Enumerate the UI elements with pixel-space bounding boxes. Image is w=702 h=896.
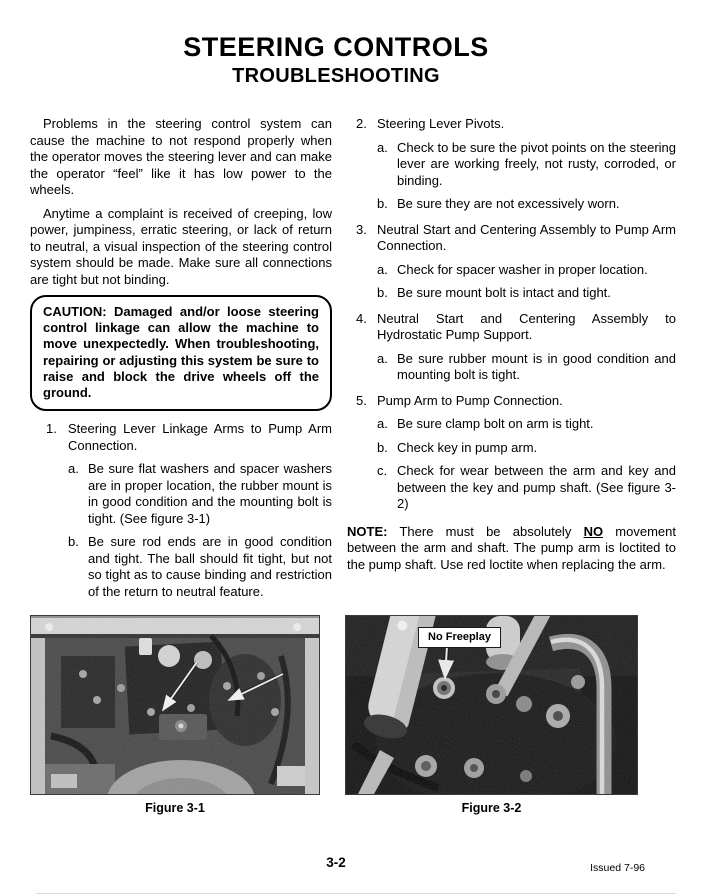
- note-emphasis: NO: [583, 523, 604, 539]
- sub-item-text: Be sure they are not excessively worn.: [397, 196, 620, 211]
- caution-box: [30, 295, 332, 411]
- item-title: Neutral Start and Centering Assembly to Pump Arm Connection.: [377, 221, 676, 253]
- sub-item-text: Check to be sure the pivot points on the steering lever are working freely, not rusty, corroded, or binding.: [397, 139, 676, 188]
- figure-3-1-photo: [30, 615, 320, 795]
- sub-item-text: Be sure mount bolt is intact and tight.: [397, 285, 611, 300]
- sub-item-letter: a.: [377, 139, 388, 155]
- sub-item-letter: c.: [377, 463, 388, 478]
- sub-item-2a: [377, 140, 676, 190]
- sub-item-text: Check key in pump arm.: [397, 439, 538, 455]
- sub-item-text: Be sure rubber mount is in good condition and mounting bolt is tight.: [397, 350, 676, 382]
- sub-item-2b: [377, 196, 676, 213]
- intro-paragraph-1: Problems in the steering control system can cause the machine to not respond properly when the operator moves the steering lever and can make the operator “feel” like it has low power to the wheels.: [30, 116, 332, 197]
- intro-paragraph-2: Anytime a complaint is received of creeping, low power, jumpiness, erratic steering, or lack of return to neutral, a visual inspection of the steering control system should be made. Make sure all connections are tight but not binding.: [30, 205, 332, 287]
- sub-item-text: Be sure rod ends are in good condition and tight. The ball should fit tight, but not so tight as to cause binding and restriction of the return to neutral feature.: [88, 534, 332, 599]
- page-title: STEERING CONTROLS: [183, 32, 489, 62]
- page-number: 3-2: [326, 855, 346, 870]
- issued-date: Issued 7-96: [590, 862, 645, 874]
- no-freeplay-label: No Freeplay: [418, 627, 501, 648]
- sub-item-1a: [68, 461, 332, 527]
- list-item-4: [347, 311, 676, 384]
- item-title: Steering Lever Pivots.: [377, 116, 505, 131]
- sub-item-1b: [68, 534, 332, 600]
- item-number: 1.: [46, 421, 57, 437]
- text-columns: [30, 116, 676, 609]
- sub-item-letter: a.: [377, 416, 388, 431]
- sub-item-text: Check for wear between the arm and key and between the key and pump shaft. (See figure 3-2): [397, 463, 676, 511]
- sub-item-letter: b.: [377, 439, 388, 455]
- sub-item-text: Be sure clamp bolt on arm is tight.: [397, 416, 594, 431]
- sub-item-3b: [377, 285, 676, 302]
- item-title: Pump Arm to Pump Connection.: [377, 392, 563, 408]
- page-subtitle: TROUBLESHOOTING: [232, 65, 440, 87]
- sub-item-5b: [377, 440, 676, 457]
- item-title: Steering Lever Linkage Arms to Pump Arm Connection.: [68, 421, 332, 453]
- sub-item-5a: [377, 416, 676, 433]
- sub-item-letter: a.: [377, 261, 388, 277]
- right-column: [347, 116, 676, 609]
- sub-item-letter: b.: [377, 196, 388, 211]
- list-item-3: [347, 222, 676, 302]
- caution-text: CAUTION: Damaged and/or loose steering control linkage can allow the machine to move unexpectedly. When troubleshooting, repairing or adjusting this system be sure to raise and block the drive wheels off the ground.: [43, 304, 319, 401]
- sub-item-text: Be sure flat washers and spacer washers are in proper location, the rubber mount is in good condition and the mounting bolt is tight. (See figure 3-1): [88, 461, 332, 526]
- sub-item-3a: [377, 262, 676, 279]
- figure-3-2: [345, 615, 638, 815]
- sub-item-letter: a.: [377, 350, 388, 366]
- bottom-scan-line: [36, 893, 676, 894]
- figure-3-1: [30, 615, 320, 815]
- item-number: 3.: [356, 221, 367, 237]
- note-label: NOTE:: [347, 523, 388, 539]
- title-block: [0, 32, 672, 88]
- figure-caption: Figure 3-2: [461, 801, 522, 815]
- list-item-2: [347, 116, 676, 213]
- sub-item-text: Check for spacer washer in proper location.: [397, 261, 648, 277]
- note-text: movement between the arm and shaft. The pump arm is loctited to the pump shaft. Use red loctite when replacing the arm.: [347, 523, 676, 572]
- sub-item-letter: b.: [377, 285, 388, 300]
- sub-item-letter: b.: [68, 534, 79, 550]
- sub-item-letter: a.: [68, 461, 79, 477]
- item-title: Neutral Start and Centering Assembly to Hydrostatic Pump Support.: [377, 310, 676, 342]
- item-number: 2.: [356, 116, 367, 131]
- left-column: [30, 116, 332, 609]
- item-number: 5.: [356, 392, 367, 408]
- machinery-photo-illustration: [31, 616, 319, 794]
- list-item-5: [347, 393, 676, 513]
- figure-3-2-photo: [345, 615, 638, 795]
- figure-caption: Figure 3-1: [145, 801, 205, 815]
- sub-item-4a: [377, 351, 676, 384]
- note-paragraph: [347, 524, 676, 574]
- item-number: 4.: [356, 310, 367, 326]
- list-item-1: [30, 421, 332, 600]
- sub-item-5c: [377, 463, 676, 513]
- note-text: There must be absolutely: [399, 523, 584, 539]
